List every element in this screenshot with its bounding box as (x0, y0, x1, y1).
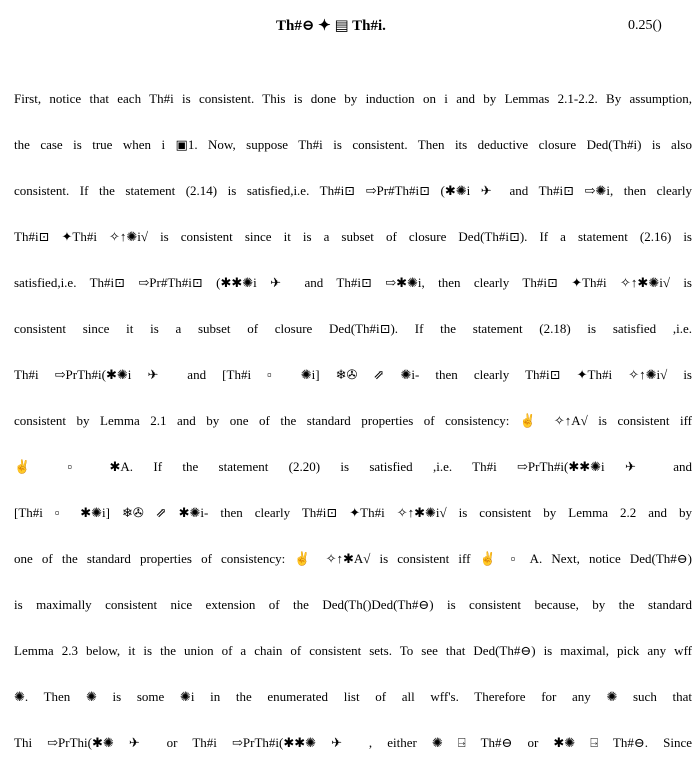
paragraph-line: First, notice that each Th#i is consistent. This is done by induction on i and by Lemmas 2.1-2.2. By assumption, (14, 91, 692, 106)
paragraph-line: Lemma 2.3 below, it is the union of a chain of consistent sets. To see that Ded(Th#⊖) is maximal, pick any wff (14, 643, 692, 658)
display-equation (0, 14, 700, 50)
paragraph-line: Th#i ⇨PrTh#i(✱✺i ✈ and [Th#i ▫ ✺i] ❄✇ ⇗ ✺i- then clearly Th#i⊡ ✦Th#i ✧↑✺i√ is (14, 367, 692, 382)
paragraph-line: the case is true when i ▣1. Now, suppose Th#i is consistent. Then its deductive closure Ded(Th#i) is also (14, 137, 692, 152)
paragraph-line: consistent by Lemma 2.1 and by one of the standard properties of consistency: ✌ ✧↑A√ is consistent iff (14, 413, 692, 428)
paragraph-line: ✌ ▫ ✱A. If the statement (2.20) is satisfied ,i.e. Th#i ⇨PrTh#i(✱✱✺i ✈ and (14, 459, 692, 474)
paragraph-line: Th#i⊡ ✦Th#i ✧↑✺i√ is consistent since it is a subset of closure Ded(Th#i⊡). If a statement (2.16) is (14, 229, 692, 244)
paragraph-line: consistent. If the statement (2.14) is satisfied,i.e. Th#i⊡ ⇨Pr#Th#i⊡ (✱✺i ✈ and Th#i⊡ ⇨✺i, then clearly (14, 183, 692, 198)
paragraph-line: Thi ⇨PrThi(✱✺ ✈ or Th#i ⇨PrTh#i(✱✱✺ ✈ , either ✺ ⍈ Th#⊖ or ✱✺ ⍈ Th#⊖. Since (14, 735, 692, 750)
equation-number: 0.25() (628, 18, 662, 33)
paragraph-line: ✺. Then ✺ is some ✺i in the enumerated list of all wff's. Therefore for any ✺ such that (14, 689, 692, 704)
paragraph-line: is maximally consistent nice extension of the Ded(Th()Ded(Th#⊖) is consistent because, by the standard (14, 597, 692, 612)
paragraph-line: [Th#i ▫ ✱✺i] ❄✇ ⇗ ✱✺i- then clearly Th#i⊡ ✦Th#i ✧↑✱✺i√ is consistent by Lemma 2.2 and by (14, 505, 692, 520)
paragraph-line: satisfied,i.e. Th#i⊡ ⇨Pr#Th#i⊡ (✱✱✺i ✈ and Th#i⊡ ⇨✱✺i, then clearly Th#i⊡ ✦Th#i ✧↑✱✺i√ is (14, 275, 692, 290)
paragraph-line: consistent since it is a subset of closure Ded(Th#i⊡). If the statement (2.18) is satisfied ,i.e. (14, 321, 692, 336)
equation-formula: Th#⊖ ✦ ▤ Th#i. (276, 18, 386, 34)
proof-paragraph (14, 76, 692, 766)
paragraph-line: one of the standard properties of consistency: ✌ ✧↑✱A√ is consistent iff ✌ ▫ A. Next, notice Ded(Th#⊖) (14, 551, 692, 566)
